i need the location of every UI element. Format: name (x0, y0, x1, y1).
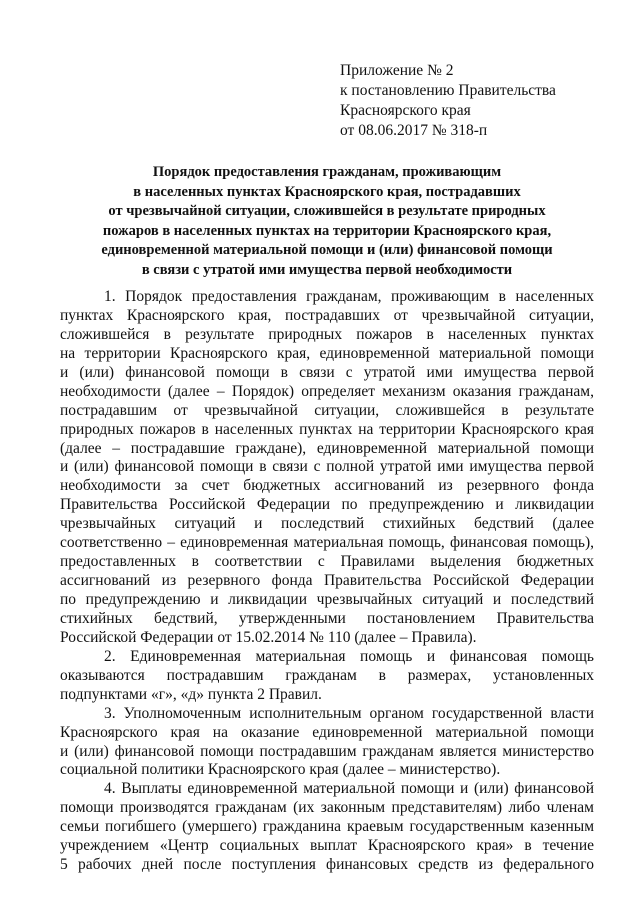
appendix-header (340, 61, 556, 141)
text-line: подпунктами «г», «д» пункта 2 Правил. (60, 685, 322, 703)
text-line: (далее – пострадавшие граждане), единовременной материальной помощи (60, 439, 594, 457)
text-line: и (или) финансовой помощи пострадавшим гражданам является министерство (60, 742, 594, 760)
text-line: 1. Порядок предоставления гражданам, проживающим в населенных (104, 288, 594, 305)
appendix-line: Красноярского края (340, 102, 471, 119)
text-line: Российской Федерации от 15.02.2014 № 110 (далее – Правила). (60, 628, 477, 646)
paragraph-4 (60, 780, 594, 875)
paragraph-1 (60, 288, 594, 648)
text-line: необходимости за счет бюджетных ассигнований из резервного фонда (60, 477, 594, 495)
text-line: социальной политики Красноярского края (далее – министерство). (60, 761, 501, 779)
text-line: чрезвычайных ситуаций и последствий стихийных бедствий (далее (60, 515, 594, 533)
text-line: 4. Выплаты единовременной материальной помощи и (или) финансовой (104, 780, 594, 798)
paragraph-2 (60, 648, 594, 705)
appendix-line: к постановлению Правительства (340, 82, 556, 99)
text-line: 2. Единовременная материальная помощь и финансовая помощь (104, 647, 594, 665)
appendix-line: от 08.06.2017 № 318-п (340, 122, 488, 139)
text-line: Красноярского края на оказание единовременной материальной помощи (60, 723, 594, 741)
title-line: от чрезвычайной ситуации, сложившейся в результате природных (108, 203, 546, 220)
text-line: природных пожаров в населенных пунктах на территории Красноярского края (60, 420, 594, 438)
text-line: Правительства Российской Федерации по предупреждению и ликвидации (60, 496, 594, 514)
title-line: в связи с утратой ими имущества первой необходимости (141, 261, 513, 278)
document-body (60, 288, 594, 875)
text-line: стихийных бедствий, утвержденными постановлением Правительства (60, 609, 594, 627)
text-line: 5 рабочих дней после поступления финансовых средств из федерального (60, 856, 594, 874)
text-line: необходимости (далее – Порядок) определяет механизм оказания гражданам, (60, 382, 594, 400)
title-line: пожаров в населенных пунктах на территории Красноярского края, (102, 222, 552, 239)
text-line: соответственно – единовременная материальная помощь, финансовая помощь), (60, 534, 594, 552)
text-line: оказываются пострадавшим гражданам в размерах, установленных (60, 666, 594, 684)
text-line: семьи погибшего (умершего) гражданина краевым государственным казенным (60, 818, 594, 836)
document-title (60, 163, 594, 281)
text-line: ассигнований из резервного фонда Правительства Российской Федерации (60, 572, 594, 590)
title-line: в населенных пунктах Красноярского края, пострадавших (133, 183, 521, 200)
title-line: единовременной материальной помощи и (или) финансовой помощи (101, 242, 553, 259)
text-line: и (или) финансовой помощи в связи с утратой ими имущества первой (60, 363, 594, 381)
text-line: пунктах Красноярского края, пострадавших от чрезвычайной ситуации, (60, 306, 594, 324)
text-line: помощи производятся гражданам (их законным представителям) либо членам (60, 799, 594, 817)
text-line: по предупреждению и ликвидации чрезвычайных ситуаций и последствий (60, 591, 594, 608)
text-line: на территории Красноярского края, единовременной материальной помощи (60, 344, 594, 362)
text-line: пострадавшим от чрезвычайной ситуации, сложившейся в результате (60, 401, 594, 419)
text-line: сложившейся в результате природных пожаров в населенных пунктах (60, 325, 594, 343)
text-line: учреждением «Центр социальных выплат Красноярского края» в течение (60, 837, 594, 855)
paragraph-3 (60, 705, 594, 781)
text-line: предоставленных в соответствии с Правилами выделения бюджетных (60, 553, 594, 571)
text-line: 3. Уполномоченным исполнительным органом государственной власти (104, 704, 594, 722)
appendix-line: Приложение № 2 (340, 62, 454, 79)
text-line: и (или) финансовой помощи в связи с полной утратой ими имущества первой (60, 458, 594, 476)
title-line: Порядок предоставления гражданам, проживающим (152, 164, 502, 180)
